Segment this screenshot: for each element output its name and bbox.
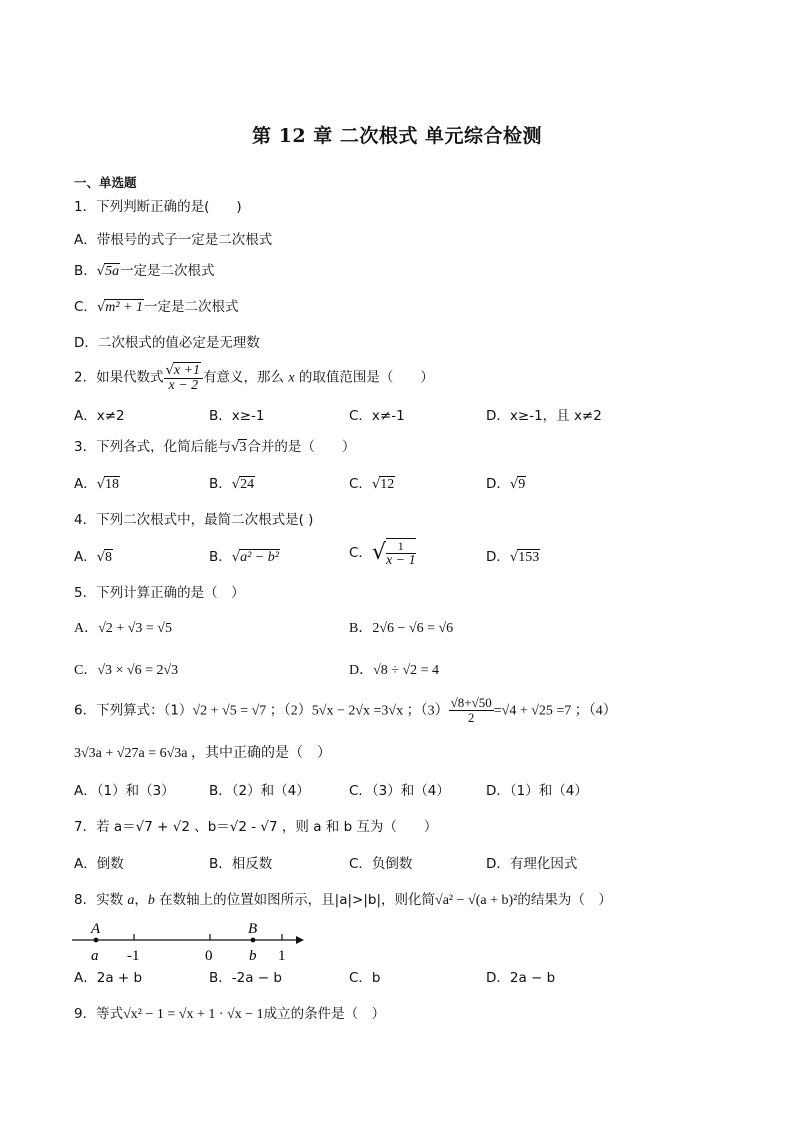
- q1-option-a: A．带根号的式子一定是二次根式: [74, 232, 273, 248]
- page-title: 第 12 章 二次根式 单元综合检测: [252, 125, 542, 147]
- q4-option-c: C．√ $\frac{1}{x - 1}$: [349, 539, 416, 568]
- axis-arrow: [296, 936, 304, 944]
- q6-line1: 6．下列算式：（1）√2 + √5 = √7 ；（2）5√x − 2√x =3√x ；（3） $\frac{√8+√50}{2}$ =√4 + √25 =7 ；（4）: [74, 695, 617, 725]
- q3-stem: 3．下列各式，化简后能与√3合并的是（ ）: [74, 439, 356, 455]
- q6-line2: 3√3a + √27a = 6√3a ，其中正确的是（ ）: [74, 746, 331, 761]
- number-line-figure: [70, 918, 310, 964]
- q3-option-d: D．√9: [486, 476, 526, 492]
- q1-option-b: B．√5a一定是二次根式: [74, 263, 215, 279]
- q7-option-d: D．有理化因式: [486, 856, 578, 872]
- q8-option-b: B．-2a − b: [209, 970, 282, 986]
- q7-option-a: A．倒数: [74, 856, 124, 872]
- q6-option-c: C．（3）和（4）: [349, 783, 450, 799]
- q6-option-a: A．（1）和（3）: [74, 783, 175, 799]
- q4-option-d: D．√153: [486, 549, 540, 565]
- q2-option-b: B．x≥-1: [209, 408, 265, 424]
- q7-option-c: C．负倒数: [349, 856, 413, 872]
- q5-option-c: C．√3 × √6 = 2√3: [74, 663, 179, 678]
- q3-option-b: B．√24: [209, 476, 255, 492]
- section-heading: 一、单选题: [74, 175, 137, 190]
- q6-option-d: D．（1）和（4）: [486, 783, 588, 799]
- q4-option-a: A．√8: [74, 549, 113, 565]
- label-zero: 0: [205, 948, 213, 964]
- q5-stem: 5．下列计算正确的是（ ）: [74, 585, 245, 601]
- q1-option-c: C．√m² + 1一定是二次根式: [74, 299, 239, 315]
- q8-stem: 8．实数 a，b 在数轴上的位置如图所示，且|a|>|b|，则化简√a² − √(a + b)²的结果为（ ）: [74, 892, 612, 908]
- q3-option-c: C．√12: [349, 476, 395, 492]
- q8-option-c: C．b: [349, 970, 381, 986]
- q8-option-a: A．2a + b: [74, 970, 143, 986]
- label-b: b: [249, 948, 257, 964]
- q2-option-c: C．x≠-1: [349, 408, 405, 424]
- q1-option-d: D．二次根式的值必定是无理数: [74, 335, 260, 351]
- q2-option-d: D．x≥-1，且 x≠2: [486, 408, 602, 424]
- q2-stem: 2．如果代数式 $\frac{√x +1}{x - 2}$ 有意义，那么 x 的取值范围是（ ）: [74, 363, 434, 393]
- q5-option-a: A．√2 + √3 = √5: [74, 621, 172, 636]
- q5-option-d: D．√8 ÷ √2 = 4: [349, 663, 440, 678]
- label-A: A: [91, 921, 101, 937]
- point-a: [94, 938, 99, 943]
- q1-stem: 1．下列判断正确的是( ): [74, 199, 242, 215]
- q6-option-b: B．（2）和（4）: [209, 783, 310, 799]
- label-B: B: [248, 921, 258, 937]
- q5-option-b: B．2√6 − √6 = √6: [349, 621, 454, 636]
- label-one: 1: [278, 948, 286, 964]
- q4-option-b: B．√a² − b²: [209, 549, 279, 565]
- q7-option-b: B．相反数: [209, 856, 273, 872]
- q4-stem: 4．下列二次根式中，最简二次根式是( ): [74, 512, 314, 528]
- q8-option-d: D．2a − b: [486, 970, 556, 986]
- point-b: [251, 938, 256, 943]
- label-a: a: [91, 948, 99, 964]
- label-minus-one: -1: [127, 948, 140, 964]
- q9-stem: 9．等式√x² − 1 = √x + 1 · √x − 1成立的条件是（ ）: [74, 1006, 386, 1022]
- q7-stem: 7．若 a＝√7 + √2 、b＝√2 - √7 ，则 a 和 b 互为（ ）: [74, 819, 438, 835]
- q2-option-a: A．x≠2: [74, 408, 125, 424]
- q3-option-a: A．√18: [74, 476, 120, 492]
